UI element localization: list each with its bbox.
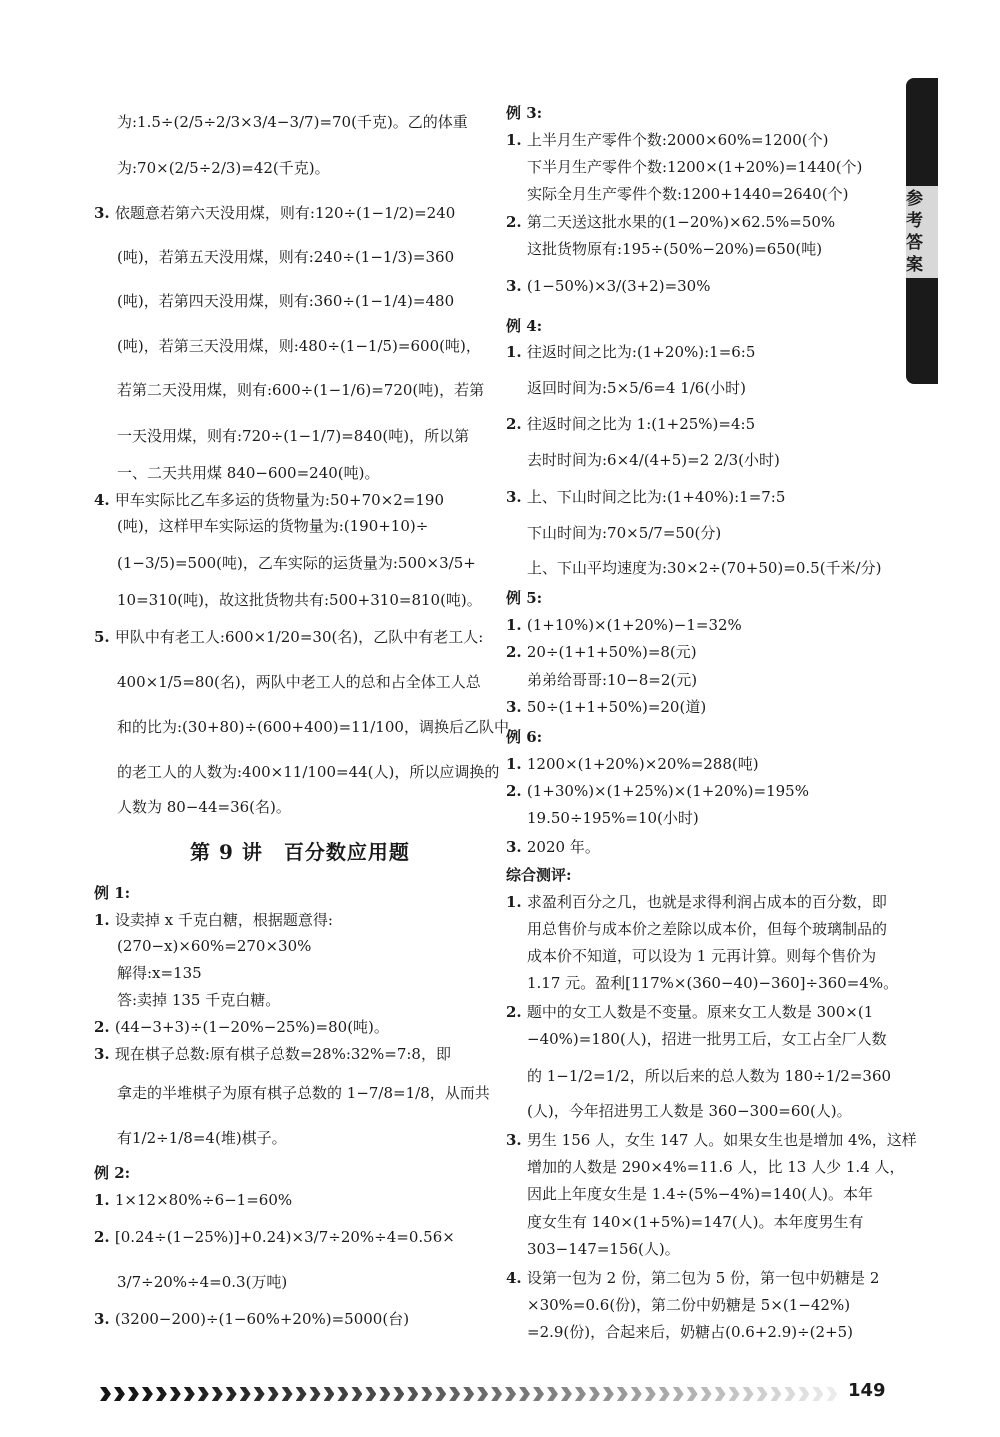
chevron-icon bbox=[337, 1387, 348, 1401]
chevron-icon bbox=[631, 1387, 642, 1401]
text-line: 答:卖掉 135 千克白糖。 bbox=[117, 991, 281, 1009]
item-number: 1. bbox=[506, 755, 527, 773]
chevron-icon bbox=[212, 1387, 223, 1401]
side-tab-label bbox=[906, 186, 938, 278]
item-number: 4. bbox=[506, 1269, 527, 1287]
item-number: 3. bbox=[506, 488, 527, 506]
text-line: 去时时间为:6×4/(4+5)=2 2/3(小时) bbox=[527, 451, 780, 469]
text-line: 1. 往返时间之比为:(1+20%):1=6:5 bbox=[506, 343, 756, 361]
text-line: (270−x)×60%=270×30% bbox=[117, 937, 312, 955]
chevron-icon bbox=[254, 1387, 265, 1401]
chevron-icon bbox=[477, 1387, 488, 1401]
text-line: 303−147=156(人)。 bbox=[527, 1240, 680, 1258]
text-line: 为:70×(2/5÷2/3)=42(千克)。 bbox=[117, 159, 330, 177]
text-line: 4. 设第一包为 2 份，第二包为 5 份，第一包中奶糖是 2 bbox=[506, 1269, 880, 1287]
item-number: 1. bbox=[506, 343, 527, 361]
text-line: 3. 依题意若第六天没用煤，则有:120÷(1−1/2)=240 bbox=[94, 204, 456, 222]
chevron-icon bbox=[421, 1387, 432, 1401]
text-line: (吨)，若第四天没用煤，则有:360÷(1−1/4)=480 bbox=[117, 292, 455, 310]
example-heading: 例 3: bbox=[506, 104, 543, 122]
example-heading: 例 1: bbox=[94, 884, 131, 902]
chevron-icon bbox=[617, 1387, 628, 1401]
example-heading: 综合测评: bbox=[506, 866, 572, 884]
chevron-icon bbox=[798, 1387, 809, 1401]
text-line: 度女生有 140×(1+5%)=147(人)。本年度男生有 bbox=[527, 1213, 864, 1231]
chevron-icon bbox=[156, 1387, 167, 1401]
chevron-icon bbox=[379, 1387, 390, 1401]
chevron-icon bbox=[575, 1387, 586, 1401]
text-line: 19.50÷195%=10(小时) bbox=[527, 809, 699, 827]
text-line: 人数为 80−44=36(名)。 bbox=[117, 798, 291, 816]
chevron-icon bbox=[351, 1387, 362, 1401]
chevron-icon bbox=[491, 1387, 502, 1401]
chevron-icon bbox=[128, 1387, 139, 1401]
item-number: 1. bbox=[506, 131, 527, 149]
text-line: 5. 甲队中有老工人:600×1/20=30(名)，乙队中有老工人: bbox=[94, 628, 484, 646]
text-line: 3/7÷20%÷4=0.3(万吨) bbox=[117, 1273, 288, 1291]
chevron-icon bbox=[826, 1387, 837, 1401]
chevron-icon bbox=[142, 1387, 153, 1401]
text-line: 这批货物原有:195÷(50%−20%)=650(吨) bbox=[527, 240, 823, 258]
text-line: 10=310(吨)，故这批货物共有:500+310=810(吨)。 bbox=[117, 591, 482, 609]
text-line: 一、二天共用煤 840−600=240(吨)。 bbox=[117, 464, 380, 482]
chevron-icon bbox=[393, 1387, 404, 1401]
item-number: 1. bbox=[94, 1191, 115, 1209]
item-number: 2. bbox=[506, 643, 527, 661]
text-line: (吨)，这样甲车实际运的货物量为:(190+10)÷ bbox=[117, 517, 429, 535]
text-line: 3. 上、下山时间之比为:(1+40%):1=7:5 bbox=[506, 488, 786, 506]
chevron-icon bbox=[435, 1387, 446, 1401]
text-line: 和的比为:(30+80)÷(600+400)=11/100，调换后乙队中 bbox=[117, 718, 509, 736]
chevron-icon bbox=[687, 1387, 698, 1401]
text-line: 3. 现在棋子总数:原有棋子总数=28%:32%=7:8，即 bbox=[94, 1045, 451, 1063]
text-line: (吨)，若第五天没用煤，则有:240÷(1−1/3)=360 bbox=[117, 248, 455, 266]
chevron-icon bbox=[812, 1387, 823, 1401]
item-number: 3. bbox=[94, 1310, 115, 1328]
text-line: 下山时间为:70×5/7=50(分) bbox=[527, 524, 722, 542]
text-line: 1. 设卖掉 x 千克白糖，根据题意得: bbox=[94, 911, 333, 929]
text-line: 下半月生产零件个数:1200×(1+20%)=1440(个) bbox=[527, 158, 863, 176]
chevron-icon bbox=[365, 1387, 376, 1401]
text-line: 2. 20÷(1+1+50%)=8(元) bbox=[506, 643, 697, 661]
text-line: 1. 1200×(1+20%)×20%=288(吨) bbox=[506, 755, 759, 773]
text-line: (吨)，若第三天没用煤，则:480÷(1−1/5)=600(吨)， bbox=[117, 337, 481, 355]
text-line: =2.9(份)，合起来后，奶糖占(0.6+2.9)÷(2+5) bbox=[527, 1323, 854, 1341]
text-line: 2. 第二天送这批水果的(1−20%)×62.5%=50% bbox=[506, 213, 836, 231]
text-line: (人)，今年招进男工人数是 360−300=60(人)。 bbox=[527, 1102, 852, 1120]
example-heading: 例 6: bbox=[506, 728, 543, 746]
text-line: 3. (3200−200)÷(1−60%+20%)=5000(台) bbox=[94, 1310, 410, 1328]
item-number: 2. bbox=[506, 415, 527, 433]
text-line: 3. 50÷(1+1+50%)=20(道) bbox=[506, 698, 707, 716]
text-line: −40%)=180(人)，招进一批男工后，女工占全厂人数 bbox=[527, 1030, 887, 1048]
text-line: 2. 题中的女工人数是不变量。原来女工人数是 300×(1 bbox=[506, 1003, 874, 1021]
text-line: ×30%=0.6(份)，第二份中奶糖是 5×(1−42%) bbox=[527, 1296, 851, 1314]
section-title: 第 9 讲 百分数应用题 bbox=[190, 840, 410, 864]
item-number: 3. bbox=[506, 838, 527, 856]
chevron-icon bbox=[715, 1387, 726, 1401]
text-line: 1. 求盈利百分之几，也就是求得利润占成本的百分数，即 bbox=[506, 893, 887, 911]
answers-side-tab bbox=[906, 78, 938, 384]
example-heading: 例 5: bbox=[506, 589, 543, 607]
item-number: 1. bbox=[506, 616, 527, 634]
text-line: 2. (44−3+3)÷(1−20%−25%)=80(吨)。 bbox=[94, 1018, 389, 1036]
text-line: 1. (1+10%)×(1+20%)−1=32% bbox=[506, 616, 742, 634]
text-line: 因此上年度女生是 1.4÷(5%−4%)=140(人)。本年 bbox=[527, 1185, 873, 1203]
text-line: (1−3/5)=500(吨)，乙车实际的运货量为:500×3/5+ bbox=[117, 554, 476, 572]
text-line: 的 1−1/2=1/2，所以后来的总人数为 180÷1/2=360 bbox=[527, 1067, 892, 1085]
text-line: 3. (1−50%)×3/(3+2)=30% bbox=[506, 277, 711, 295]
text-line: 有1/2÷1/8=4(堆)棋子。 bbox=[117, 1129, 287, 1147]
text-line: 返回时间为:5×5/6=4 1/6(小时) bbox=[527, 379, 747, 397]
text-line: 增加的人数是 290×4%=11.6 人，比 13 人少 1.4 人， bbox=[527, 1158, 905, 1176]
chevron-icon bbox=[226, 1387, 237, 1401]
chevron-icon bbox=[240, 1387, 251, 1401]
footer-chevron-strip bbox=[100, 1384, 840, 1404]
chevron-icon bbox=[407, 1387, 418, 1401]
text-line: 3. 2020 年。 bbox=[506, 838, 600, 856]
chevron-icon bbox=[701, 1387, 712, 1401]
text-line: 4. 甲车实际比乙车多运的货物量为:50+70×2=190 bbox=[94, 491, 444, 509]
text-line: 用总售价与成本价之差除以成本价，但每个玻璃制品的 bbox=[527, 920, 888, 938]
item-number: 2. bbox=[506, 1003, 527, 1021]
chevron-icon bbox=[505, 1387, 516, 1401]
text-line: 400×1/5=80(名)，两队中老工人的总和占全体工人总 bbox=[117, 673, 481, 691]
chevron-icon bbox=[603, 1387, 614, 1401]
chevron-icon bbox=[282, 1387, 293, 1401]
text-line: 的老工人的人数为:400×11/100=44(人)，所以应调换的 bbox=[117, 763, 500, 781]
chevron-icon bbox=[757, 1387, 768, 1401]
item-number: 3. bbox=[506, 698, 527, 716]
text-line: 实际全月生产零件个数:1200+1440=2640(个) bbox=[527, 185, 849, 203]
chevron-icon bbox=[729, 1387, 740, 1401]
text-line: 1.17 元。盈利[117%×(360−40)−360]÷360=4%。 bbox=[527, 974, 899, 992]
example-heading: 例 2: bbox=[94, 1164, 131, 1182]
item-number: 3. bbox=[94, 204, 115, 222]
item-number: 4. bbox=[94, 491, 115, 509]
text-line: 2. 往返时间之比为 1:(1+25%)=4:5 bbox=[506, 415, 756, 433]
chevron-icon bbox=[743, 1387, 754, 1401]
example-heading: 例 4: bbox=[506, 317, 543, 335]
item-number: 3. bbox=[506, 1131, 527, 1149]
chevron-icon bbox=[449, 1387, 460, 1401]
item-number: 3. bbox=[506, 277, 527, 295]
item-number: 1. bbox=[94, 911, 115, 929]
chevron-icon bbox=[659, 1387, 670, 1401]
chevron-icon bbox=[114, 1387, 125, 1401]
text-line: 2. [0.24÷(1−25%)]+0.24)×3/7÷20%÷4=0.56× bbox=[94, 1228, 455, 1246]
item-number: 3. bbox=[94, 1045, 115, 1063]
text-line: 成本价不知道，可以设为 1 元再计算。则每个售价为 bbox=[527, 947, 877, 965]
chevron-icon bbox=[771, 1387, 782, 1401]
text-line: 1. 上半月生产零件个数:2000×60%=1200(个) bbox=[506, 131, 829, 149]
side-tab-text: 参考答案 bbox=[906, 189, 923, 275]
item-number: 2. bbox=[506, 213, 527, 231]
text-line: 解得:x=135 bbox=[117, 964, 202, 982]
chevron-icon bbox=[296, 1387, 307, 1401]
item-number: 2. bbox=[94, 1228, 115, 1246]
item-number: 5. bbox=[94, 628, 115, 646]
chevron-icon bbox=[324, 1387, 335, 1401]
chevron-icon bbox=[519, 1387, 530, 1401]
text-line: 若第二天没用煤，则有:600÷(1−1/6)=720(吨)，若第 bbox=[117, 381, 485, 399]
chevron-icon bbox=[170, 1387, 181, 1401]
text-line: 弟弟给哥哥:10−8=2(元) bbox=[527, 671, 698, 689]
chevron-icon bbox=[645, 1387, 656, 1401]
chevron-icon bbox=[784, 1387, 795, 1401]
item-number: 2. bbox=[506, 782, 527, 800]
text-line: 1. 1×12×80%÷6−1=60% bbox=[94, 1191, 293, 1209]
chevron-icon bbox=[589, 1387, 600, 1401]
item-number: 1. bbox=[506, 893, 527, 911]
text-line: 3. 男生 156 人，女生 147 人。如果女生也是增加 4%，这样 bbox=[506, 1131, 917, 1149]
page-number: 149 bbox=[848, 1380, 886, 1401]
text-line: 为:1.5÷(2/5÷2/3×3/4−3/7)=70(千克)。乙的体重 bbox=[117, 113, 468, 131]
text-line: 一天没用煤，则有:720÷(1−1/7)=840(吨)，所以第 bbox=[117, 427, 470, 445]
chevron-icon bbox=[463, 1387, 474, 1401]
chevron-icon bbox=[533, 1387, 544, 1401]
text-line: 拿走的半堆棋子为原有棋子总数的 1−7/8=1/8，从而共 bbox=[117, 1084, 490, 1102]
chevron-icon bbox=[561, 1387, 572, 1401]
chevron-icon bbox=[198, 1387, 209, 1401]
text-line: 上、下山平均速度为:30×2÷(70+50)=0.5(千米/分) bbox=[527, 559, 882, 577]
chevron-icon bbox=[310, 1387, 321, 1401]
chevron-icon bbox=[184, 1387, 195, 1401]
chevron-icon bbox=[547, 1387, 558, 1401]
chevron-icon bbox=[268, 1387, 279, 1401]
chevron-icon bbox=[100, 1387, 111, 1401]
text-line: 2. (1+30%)×(1+25%)×(1+20%)=195% bbox=[506, 782, 809, 800]
chevron-icon bbox=[673, 1387, 684, 1401]
item-number: 2. bbox=[94, 1018, 115, 1036]
